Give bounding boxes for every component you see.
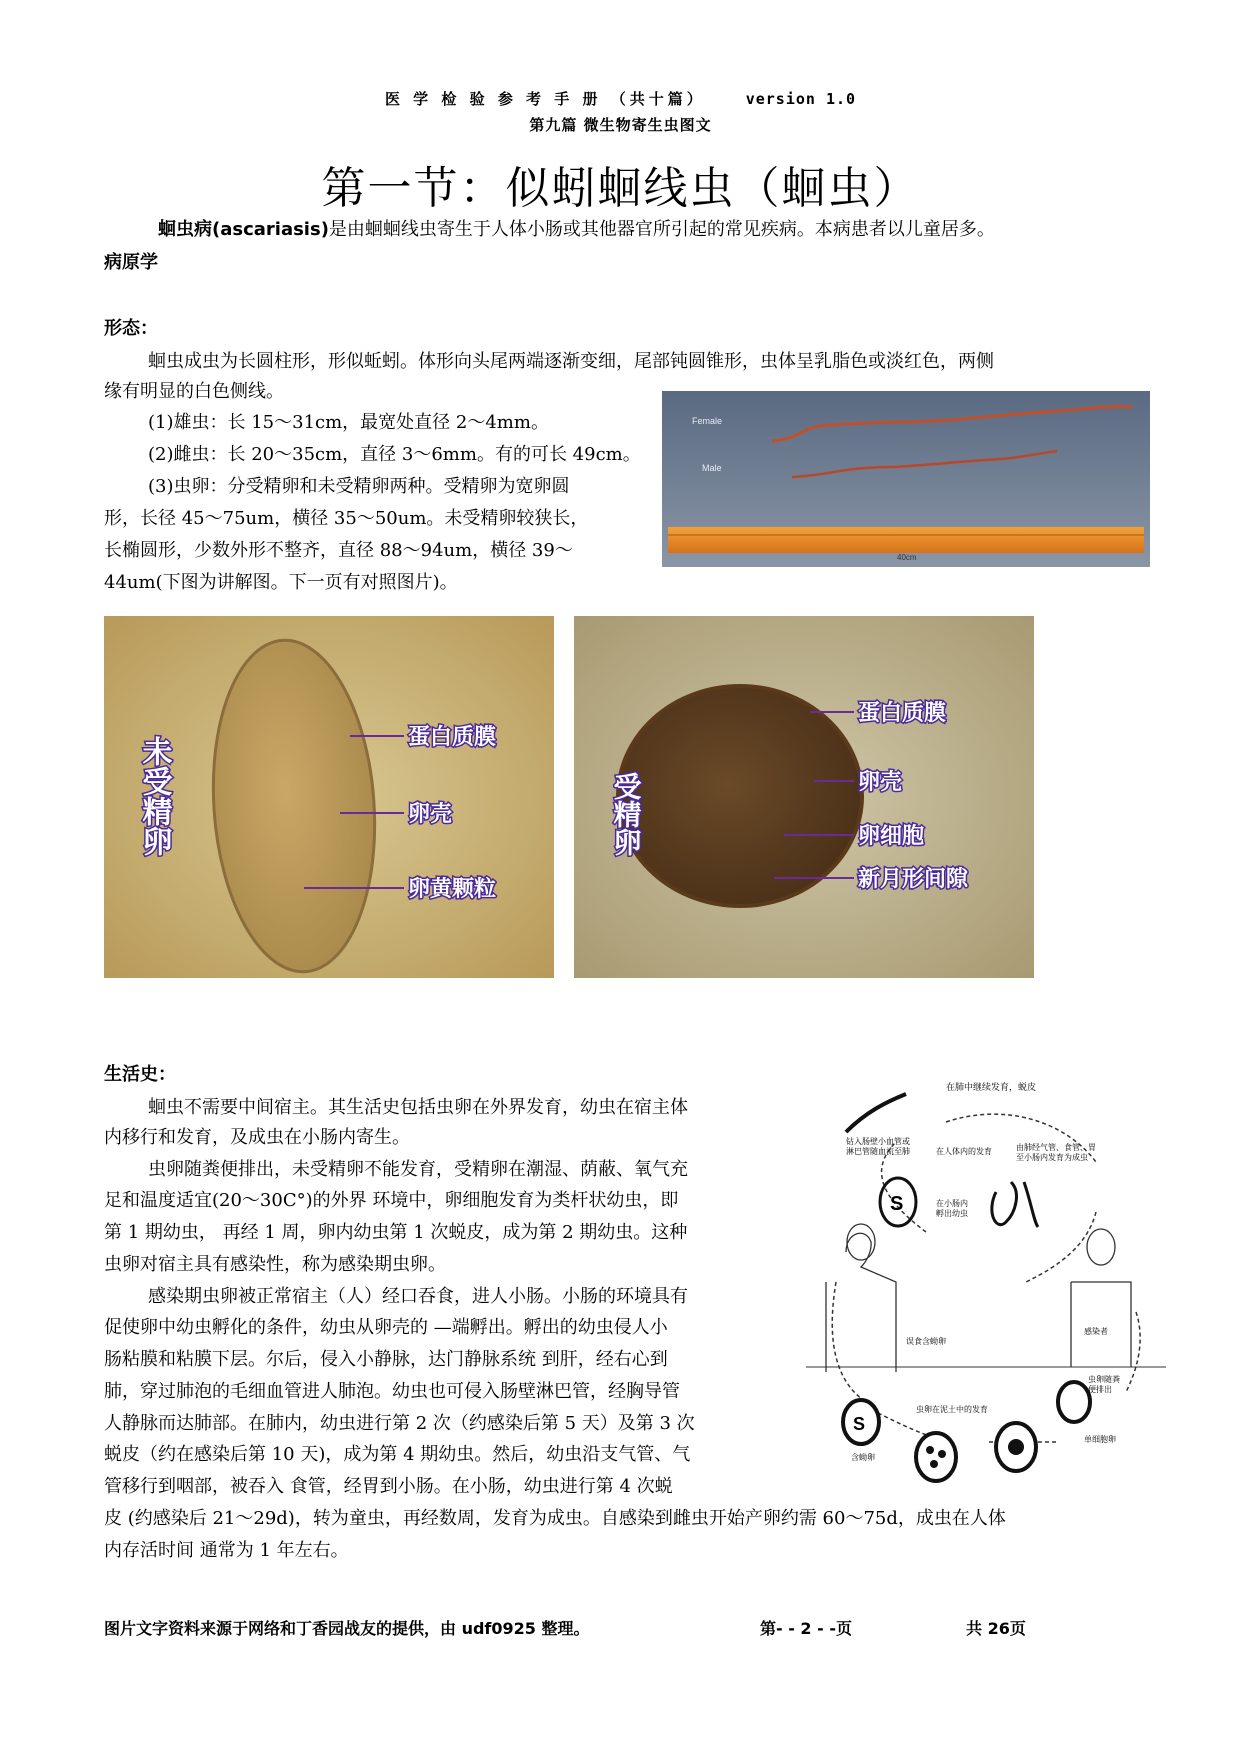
unfert-side-label: 未受精卵	[136, 736, 172, 856]
life-l15: 内存活时间 通常为 1 年左右。	[104, 1540, 349, 1561]
svg-text:S: S	[890, 1193, 904, 1215]
footer-total: 共 26页	[966, 1619, 1026, 1638]
morph-egg2: 形，长径 45～75um，横径 35～50um。未受精卵较狭长，	[104, 508, 589, 529]
diagram-infected: 感染者	[1084, 1327, 1108, 1336]
life-l11: 人静脉而达肺部。在肺内，幼虫进行第 2 次（约感染后第 5 天）及第 3 次	[104, 1413, 695, 1434]
fert-label-membrane: 蛋白质膜	[858, 701, 947, 726]
morph-line1: 蛔虫成虫为长圆柱形，形似蚯蚓。体形向头尾两端逐渐变细，尾部钝圆锥形，虫体呈乳脂色或淡红色，两侧	[148, 351, 994, 372]
adult-worm-photo	[662, 391, 1150, 567]
unfertilized-egg-photo	[104, 616, 554, 978]
life-l5: 第 1 期幼虫， 再经 1 周，卵内幼虫第 1 次蜕皮，成为第 2 期幼虫。这种	[104, 1222, 688, 1243]
diagram-soil: 虫卵在泥土中的发育	[916, 1405, 988, 1414]
section-lifecycle: 生活史：	[104, 1064, 176, 1085]
life-l1: 蛔虫不需要中间宿主。其生活史包括虫卵在外界发育，幼虫在宿主体	[148, 1097, 688, 1118]
life-l8: 促使卵中幼虫孵化的条件，幼虫从卵壳的 —端孵出。孵出的幼虫侵人小	[104, 1317, 668, 1338]
morph-egg1: (3)虫卵：分受精卵和未受精卵两种。受精卵为宽卵圆	[148, 476, 570, 497]
morph-egg4: 44um(下图为讲解图。下一页有对照图片)。	[104, 572, 458, 593]
diagram-trachea-1: 由肺经气管、食管、胃	[1016, 1143, 1096, 1152]
lifecycle-diagram	[806, 1082, 1166, 1502]
life-l10: 肺，穿过肺泡的毛细血管进人肺泡。幼虫也可侵入肠壁淋巴管，经胸导管	[104, 1381, 680, 1402]
manual-header	[0, 88, 1241, 109]
version-label: version 1.0	[745, 90, 857, 108]
diagram-single-cell: 单细胞卵	[1084, 1435, 1116, 1444]
fert-label-shell: 卵壳	[858, 770, 903, 795]
footer-page: 第- - 2 - -页	[760, 1619, 852, 1638]
life-l12: 蜕皮（约在感染后第 10 天)，成为第 4 期幼虫。然后，幼虫沿支气管、气	[104, 1444, 691, 1465]
fertilized-egg-photo	[574, 616, 1034, 978]
male-label: Male	[702, 463, 722, 473]
diagram-trachea-2: 至小肠内发育为成虫	[1016, 1153, 1088, 1162]
female-label: Female	[692, 416, 723, 426]
ruler-label: 40cm	[897, 553, 917, 562]
footer-source: 图片文字资料来源于网络和丁香园战友的提供，由 udf0925 整理。	[104, 1619, 590, 1638]
diagram-penetrate-2: 淋巴管随血流至肺	[846, 1147, 910, 1156]
diagram-ingest: 误食含蚴卵	[906, 1337, 946, 1346]
diagram-penetrate-1: 钻入肠壁小血管或	[846, 1137, 910, 1146]
morph-egg3: 长椭圆形，少数外形不整齐，直径 88～94um，横径 39～	[104, 540, 573, 561]
life-l9: 肠粘膜和粘膜下层。尔后，侵入小静脉，达门静脉系统 到肝，经右心到	[104, 1349, 668, 1370]
unfert-label-yolk: 卵黄颗粒	[408, 877, 497, 902]
fert-side-label: 受精卵	[609, 772, 643, 856]
life-l7: 感染期虫卵被正常宿主（人）经口吞食，进人小肠。小肠的环境具有	[148, 1286, 688, 1307]
diagram-hatch-2: 孵出幼虫	[936, 1209, 968, 1218]
diagram-hatch-1: 在小肠内	[936, 1199, 968, 1208]
morph-male: (1)雄虫：长 15～31cm，最宽处直径 2～4mm。	[148, 412, 549, 433]
life-l14: 皮 (约感染后 21～29d)，转为童虫，再经数周，发育为成虫。自感染到雌虫开始产卵约需 60～75d，成虫在人体	[104, 1508, 1006, 1529]
chapter-title: 第九篇 微生物寄生虫图文	[529, 116, 712, 134]
diagram-feces-1: 虫卵随粪	[1088, 1375, 1120, 1384]
life-l3: 虫卵随粪便排出，未受精卵不能发育，受精卵在潮湿、荫蔽、氧气充	[148, 1159, 688, 1180]
life-l6: 虫卵对宿主具有感染性，称为感染期虫卵。	[104, 1254, 446, 1275]
life-l2: 内移行和发育，及成虫在小肠内寄生。	[104, 1127, 410, 1148]
fert-label-cell: 卵细胞	[858, 824, 925, 849]
intro-term: 蛔虫病(ascariasis)	[158, 219, 329, 240]
diagram-larva-egg: 含蚴卵	[851, 1453, 875, 1462]
section-morphology: 形态：	[104, 318, 158, 339]
svg-text:S: S	[853, 1414, 866, 1434]
morph-female: (2)雌虫：长 20～35cm，直径 3～6mm。有的可长 49cm。	[148, 444, 641, 465]
intro-text: 是由蛔蛔线虫寄生于人体小肠或其他器官所引起的常见疾病。本病患者以儿童居多。	[328, 219, 995, 240]
unfert-label-membrane: 蛋白质膜	[408, 725, 497, 750]
diagram-feces-2: 便排出	[1088, 1385, 1112, 1394]
morph-line2: 缘有明显的白色侧线。	[104, 381, 284, 402]
life-l4: 足和温度适宜(20～30C°)的外界 环境中，卵细胞发育为类杆状幼虫，即	[104, 1190, 679, 1211]
unfert-label-shell: 卵壳	[408, 802, 453, 827]
diagram-inbody: 在人体内的发育	[936, 1147, 992, 1156]
section-pathogen: 病原学	[104, 252, 158, 273]
fert-label-gap: 新月形间隙	[858, 867, 969, 892]
intro-paragraph	[158, 215, 1158, 245]
life-l13: 管移行到咽部，被吞入 食管，经胃到小肠。在小肠，幼虫进行第 4 次蜕	[104, 1476, 673, 1497]
diagram-lung-label: 在肺中继续发育，蜕皮	[946, 1082, 1037, 1092]
page-title: 第一节：似蚓蛔线虫（蛔虫）	[321, 163, 920, 214]
manual-title: 医 学 检 验 参 考 手 册 （共十篇）	[384, 90, 706, 108]
